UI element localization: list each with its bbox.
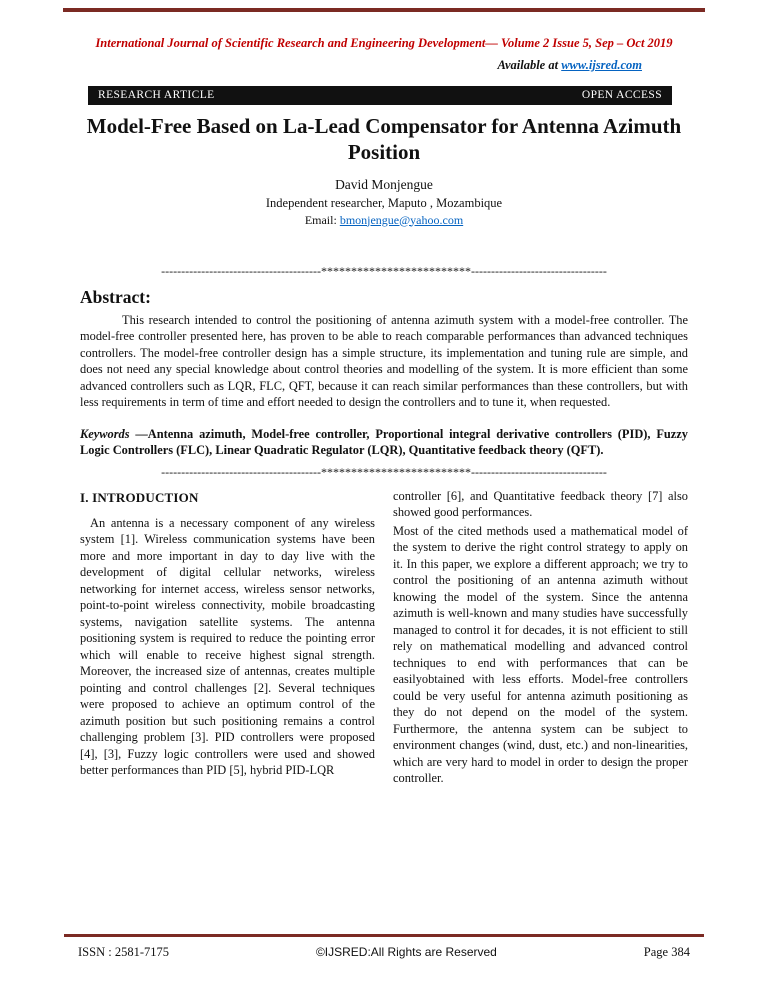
abstract-heading: Abstract: — [80, 286, 151, 307]
introduction-heading: I. INTRODUCTION — [80, 489, 199, 505]
author-email-line — [0, 213, 768, 228]
two-column-body — [80, 488, 688, 787]
research-article-badge: RESEARCH ARTICLE — [98, 89, 215, 101]
page-content — [0, 228, 768, 787]
page-footer — [0, 934, 768, 994]
footer-issn: ISSN : 2581-7175 — [78, 945, 169, 959]
introduction-right-paragraph-2: Most of the cited methods used a mathematical model of the system to derive the right control strategy to apply on it. In this paper, we explore a different approach; we try to control the positioning of an antenna azimuth without knowing the model of the system. Since the antenna azimuth is well-known and many studies have successfully managed to control it for decades, it is not efficient to still rely on mathematical modelling and advanced control techniques to end with performances that can be easilyobtained with less efforts. Model-free controllers could be very useful for antenna azimuth positioning as they do not depend on the model of the system. Furthermore, the antenna system can be subject to environment changes (wind, dust, etc.) and non-linearities, which are very hard to model in order to design the proper controller. — [393, 523, 688, 785]
author-block — [0, 177, 768, 228]
abstract-text: This research intended to control the positioning of antenna azimuth system with a model-free controller. The model-free controller presented here, has proven to be able to reach comparable performances than advanced techniques controllers. The model-free controller design has a simple structure, its implementation and tuning rule are simple, and does not need any special knowledge about control theories and modelling of the system. It is more efficient than some advanced controllers such as LQR, FLC, QFT, because it can reach similar performances than these controllers, but with less requirements in term of time and effort needed to design the controllers and to tune it, when requested. — [80, 312, 688, 409]
available-at-label: Available at — [497, 58, 562, 72]
introduction-left-paragraph: An antenna is a necessary component of any wireless system [1]. Wireless communication systems have been more and more important in day to day live with the development of digital cellular networks, wireless networking for internet access, wireless sensor networks, point-to-point wireless connectivity, mobile broadcasting systems, navigation satellite systems. The antenna positioning system is required to reduce the pointing error which will enable to receive highest signal strength. Moreover, the increased size of antennas, creates multiple pointing and control challenges [2]. Several techniques were proposed to achieve an optimum control of the azimuth position but such positioning remains a control challenging problem [3]. PID controllers were proposed [4], [3], Fuzzy logic controllers were used and showed better performances than PID [5], hybrid PID-LQR — [80, 515, 375, 777]
section-separator-top: ----------------------------------------*************************---------------------------------- — [161, 263, 607, 278]
author-email-link[interactable]: bmonjengue@yahoo.com — [339, 212, 464, 227]
keywords-paragraph — [80, 426, 688, 459]
journal-website-link[interactable]: www.ijsred.com — [561, 58, 642, 72]
journal-title-line: International Journal of Scientific Research and Engineering Development— Volume 2 Issue 5, Sep – Oct 2019 — [95, 36, 673, 50]
left-column — [80, 488, 375, 787]
article-badge-bar — [88, 86, 672, 105]
right-column — [393, 488, 688, 787]
keywords-label: Keywords — [80, 426, 136, 441]
paper-title: Model-Free Based on La-Lead Compensator for Antenna Azimuth Position — [86, 114, 682, 165]
introduction-right-paragraph-1: controller [6], and Quantitative feedback theory [7] also showed good performances. — [393, 488, 688, 519]
footer-row — [0, 937, 768, 960]
keywords-text: —Antenna azimuth, Model-free controller, Proportional integral derivative controllers (PID), Fuzzy Logic Controllers (FLC), Linear Quadratic Regulator (LQR), Quantitative feedback theory (QFT). — [80, 426, 688, 457]
top-rule — [63, 8, 705, 12]
email-label: Email: — [304, 212, 340, 227]
author-name: David Monjengue — [335, 176, 433, 192]
open-access-badge: OPEN ACCESS — [581, 89, 662, 101]
author-affiliation: Independent researcher, Maputo , Mozambique — [265, 195, 503, 210]
section-separator-bottom: ----------------------------------------*************************---------------------------------- — [161, 464, 607, 479]
footer-page-number: Page 384 — [643, 945, 690, 959]
footer-copyright: ©IJSRED:All Rights are Reserved — [315, 945, 497, 959]
available-at-line — [0, 58, 768, 73]
